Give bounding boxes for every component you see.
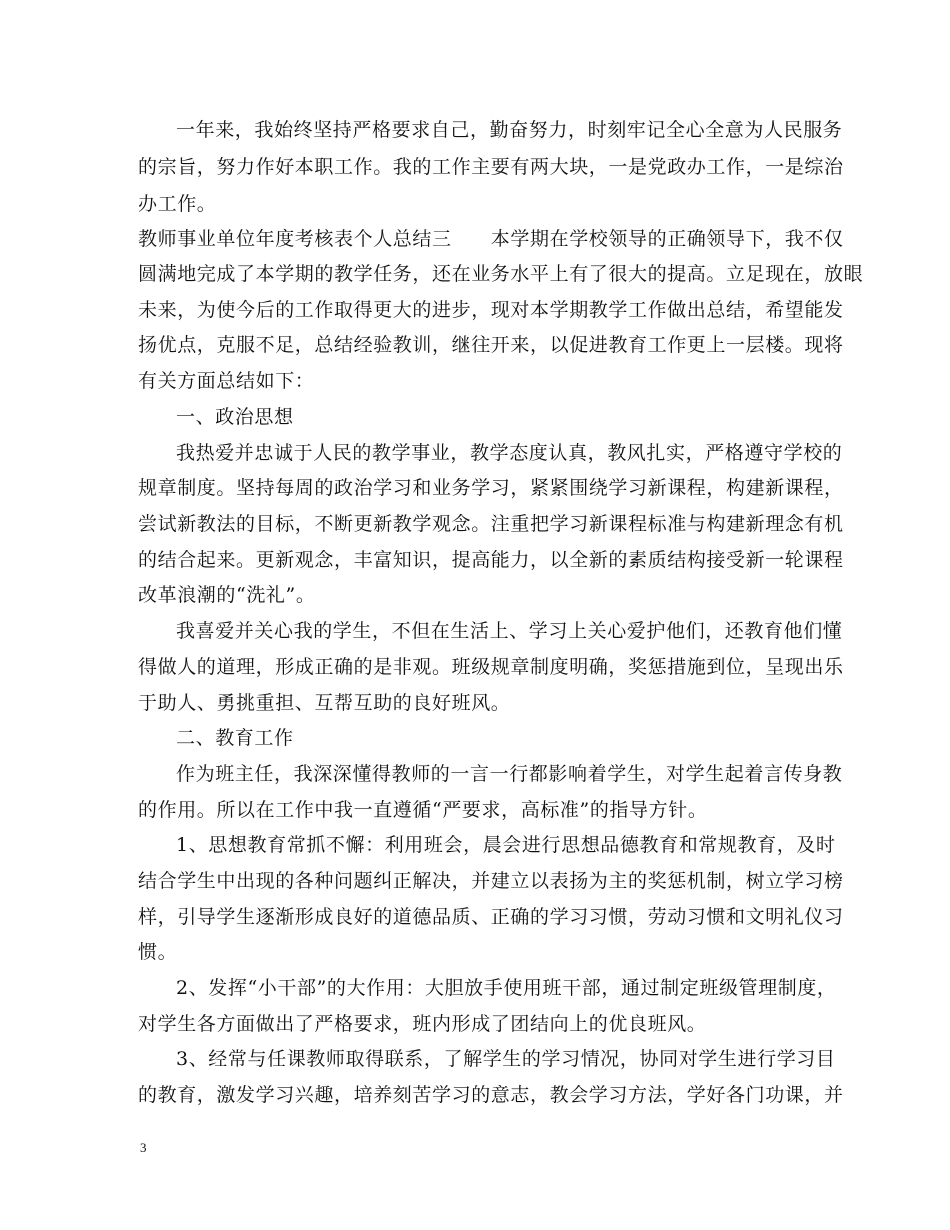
section-heading: 二、教育工作 bbox=[176, 727, 294, 749]
text-line: 的结合起来。更新观念，丰富知识，提高能力，以全新的素质结构接受新一轮课程 bbox=[138, 549, 844, 571]
text-line: 的宗旨，努力作好本职工作。我的工作主要有两大块，一是党政办工作，一是综治 bbox=[138, 156, 844, 178]
text-line: 尝试新教法的目标，不断更新教学观念。注重把学习新课程标准与构建新理念有机 bbox=[138, 513, 844, 535]
text-line: 1、思想教育常抓不懈：利用班会，晨会进行思想品德教育和常规教育，及时 bbox=[176, 834, 836, 856]
page-number: 3 bbox=[140, 1140, 147, 1155]
text-line: 改革浪潮的“洗礼”。 bbox=[138, 584, 316, 606]
text-line: 办工作。 bbox=[138, 193, 217, 215]
text-line: 扬优点，克服不足，总结经验教训，继往开来，以促进教育工作更上一层楼。现将 bbox=[138, 334, 844, 356]
text-line: 的作用。所以在工作中我一直遵循“严要求，高标准”的指导方针。 bbox=[138, 799, 708, 821]
section-heading: 一、政治思想 bbox=[176, 406, 294, 428]
text-line: 惯。 bbox=[138, 941, 178, 963]
text-line: 2、发挥“小干部”的大作用：大胆放手使用班干部，通过制定班级管理制度， bbox=[176, 977, 837, 999]
text-line: 3、经常与任课教师取得联系，了解学生的学习情况，协同对学生进行学习目 bbox=[176, 1048, 836, 1070]
text-line: 作为班主任，我深深懂得教师的一言一行都影响着学生，对学生起着言传身教 bbox=[176, 763, 843, 785]
text-line: 样，引导学生逐渐形成良好的道德品质、正确的学习习惯，劳动习惯和文明礼仪习 bbox=[138, 906, 844, 928]
text-line: 教师事业单位年度考核表个人总结三 本学期在学校领导的正确领导下，我不仅 bbox=[138, 228, 844, 250]
text-line: 未来，为使今后的工作取得更大的进步，现对本学期教学工作做出总结，希望能发 bbox=[138, 299, 844, 321]
text-line: 我喜爱并关心我的学生，不但在生活上、学习上关心爱护他们，还教育他们懂 bbox=[176, 620, 843, 642]
text-line: 对学生各方面做出了严格要求，班内形成了团结向上的优良班风。 bbox=[138, 1013, 707, 1035]
text-line: 结合学生中出现的各种问题纠正解决，并建立以表扬为主的奖惩机制，树立学习榜 bbox=[138, 870, 844, 892]
text-line: 有关方面总结如下： bbox=[138, 370, 315, 392]
text-line: 的教育，激发学习兴趣，培养刻苦学习的意志，教会学习方法，学好各门功课，并 bbox=[138, 1084, 844, 1106]
text-line: 一年来，我始终坚持严格要求自己，勤奋努力，时刻牢记全心全意为人民服务 bbox=[176, 119, 843, 141]
text-line: 得做人的道理，形成正确的是非观。班级规章制度明确，奖惩措施到位，呈现出乐 bbox=[138, 656, 844, 678]
text-line: 我热爱并忠诚于人民的教学事业，教学态度认真，教风扎实，严格遵守学校的 bbox=[176, 442, 843, 464]
text-line: 圆满地完成了本学期的教学任务，还在业务水平上有了很大的提高。立足现在，放眼 bbox=[138, 263, 864, 285]
text-line: 于助人、勇挑重担、互帮互助的良好班风。 bbox=[138, 692, 511, 714]
text-line: 规章制度。坚持每周的政治学习和业务学习，紧紧围绕学习新课程，构建新课程， bbox=[138, 477, 844, 499]
